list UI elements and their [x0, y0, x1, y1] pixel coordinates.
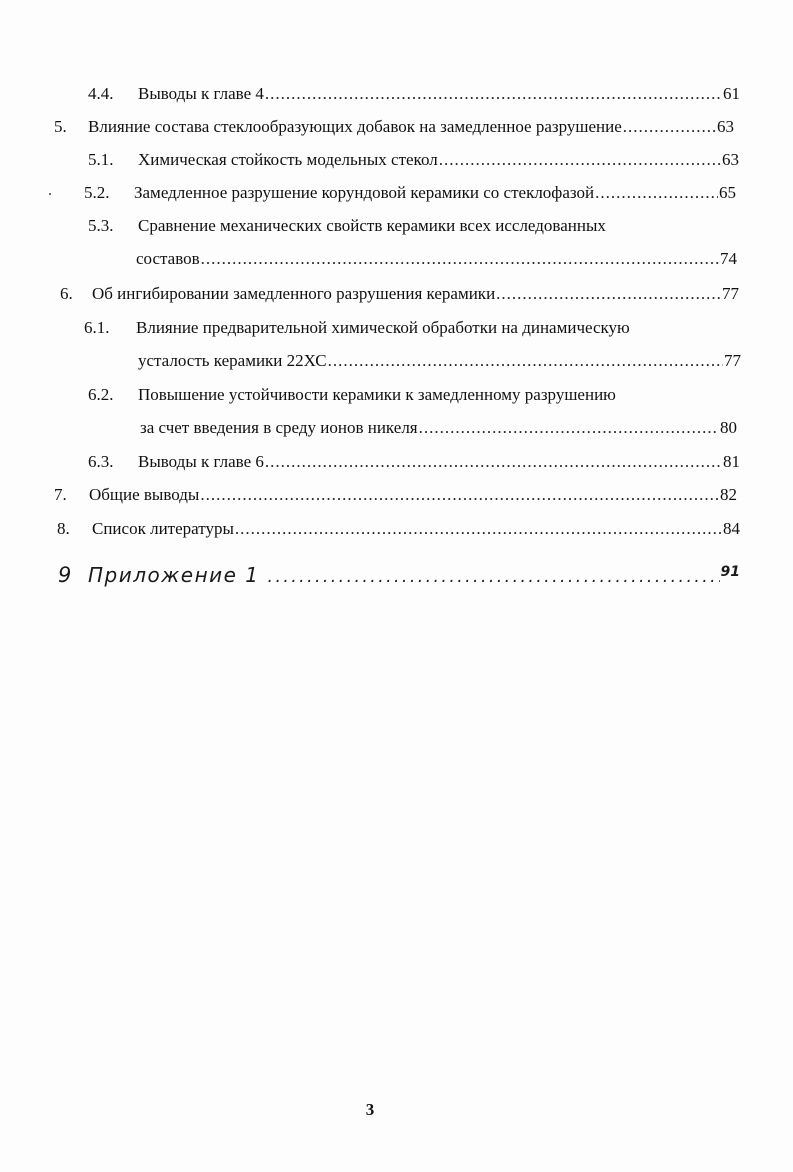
toc-entry-6-2-continuation	[140, 412, 737, 444]
toc-leader-dots	[201, 243, 719, 275]
toc-leader-dots	[265, 78, 722, 110]
toc-leader-dots	[328, 345, 723, 377]
toc-title: Химическая стойкость модельных стекол	[138, 150, 438, 169]
toc-entry-6-2	[88, 379, 688, 411]
toc-title: Выводы к главе 4	[138, 84, 264, 103]
toc-title-continuation: составов	[136, 249, 200, 268]
toc-leader-dots	[265, 446, 722, 478]
toc-title: Общие выводы	[89, 485, 200, 504]
toc-number: 6.3.	[88, 452, 114, 471]
toc-page: 84	[723, 519, 740, 538]
toc-title-continuation: за счет введения в среду ионов никеля	[140, 418, 418, 437]
toc-page: 74	[720, 249, 737, 268]
toc-entry-6-1-continuation	[138, 345, 741, 377]
page-number: 3	[365, 1100, 375, 1119]
toc-number: 6.1.	[84, 318, 110, 337]
toc-page: 77	[724, 351, 741, 370]
toc-entry-6-1	[84, 312, 704, 344]
toc-title: Замедленное разрушение корундовой керамики со стеклофазой	[134, 183, 595, 202]
toc-page: 80	[720, 418, 737, 437]
toc-leader-dots	[419, 412, 719, 444]
toc-title: Влияние предварительной химической обработки на динамическую	[136, 318, 630, 337]
toc-entry-8	[57, 513, 740, 545]
toc-leader-dots	[200, 479, 719, 511]
toc-number: 6.2.	[88, 385, 114, 404]
toc-page: 61	[723, 84, 740, 103]
toc-entry-5-1	[88, 144, 739, 176]
toc-number: 5.2.	[84, 183, 110, 202]
toc-leader-dots	[623, 111, 716, 143]
toc-number: 7.	[54, 485, 67, 504]
toc-entry-5-2	[84, 177, 736, 209]
toc-entry-5-3	[88, 210, 688, 242]
toc-leader-dots	[268, 559, 720, 595]
toc-title: Влияние состава стеклообразующих добавок на замедленное разрушение	[88, 117, 622, 136]
toc-number: 5.3.	[88, 216, 114, 235]
toc-page: 65	[719, 183, 736, 202]
toc-number: 8.	[57, 519, 70, 538]
toc-title-continuation: усталость керамики 22ХС	[138, 351, 327, 370]
toc-leader-dots	[439, 144, 721, 176]
toc-page: 91	[720, 564, 740, 580]
toc-page: 63	[722, 150, 739, 169]
toc-title: Об ингибировании замедленного разрушения керамики	[92, 284, 496, 303]
toc-entry-7	[54, 479, 737, 511]
toc-number: 5.	[54, 117, 67, 136]
toc-page: 77	[722, 284, 739, 303]
toc-title: Сравнение механических свойств керамики всех исследованных	[138, 216, 606, 235]
toc-number: 9	[58, 563, 72, 587]
toc-title: Список литературы	[92, 519, 234, 538]
toc-title: Повышение устойчивости керамики к замедленному разрушению	[138, 385, 616, 404]
toc-leader-dots	[235, 513, 722, 545]
toc-entry-4-4	[88, 78, 740, 110]
toc-entry-5-3-continuation	[136, 243, 737, 275]
toc-page: 81	[723, 452, 740, 471]
toc-title: Выводы к главе 6	[138, 452, 264, 471]
toc-title: Приложение 1	[88, 563, 260, 587]
toc-entry-6-3	[88, 446, 740, 478]
toc-leader-dots	[595, 177, 718, 209]
toc-number: 6.	[60, 284, 73, 303]
toc-page: 63	[717, 117, 734, 136]
scan-speck	[49, 193, 51, 195]
toc-page: 82	[720, 485, 737, 504]
toc-entry-5	[54, 111, 734, 143]
toc-entry-6	[60, 278, 739, 310]
toc-number: 4.4.	[88, 84, 114, 103]
toc-number: 5.1.	[88, 150, 114, 169]
toc-entry-9-handwritten	[58, 557, 740, 593]
toc-leader-dots	[496, 278, 721, 310]
